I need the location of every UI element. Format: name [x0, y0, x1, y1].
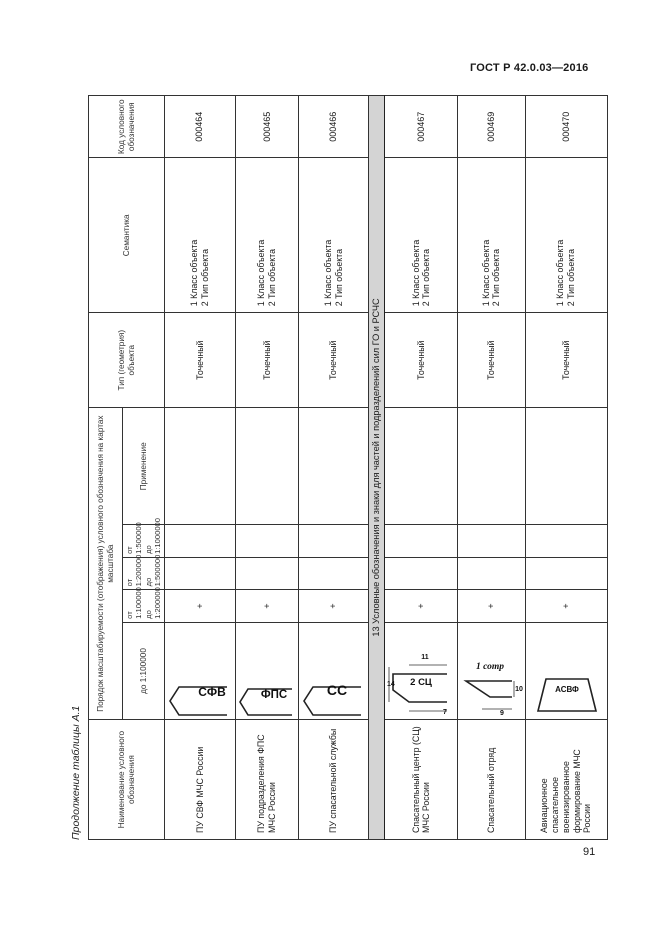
row-code: 000464: [165, 96, 236, 158]
scale-cell-empty: [385, 525, 458, 557]
row-geom: Точечный: [525, 313, 607, 408]
table-row: [525, 96, 607, 840]
scale-mark: +: [299, 590, 369, 622]
row-code: 000466: [299, 96, 369, 158]
note-cell: [299, 408, 369, 525]
semantics-line: 2 Тип объекта: [333, 249, 344, 307]
table-row: [299, 96, 369, 840]
row-symbol: [525, 622, 607, 719]
semantics-line: 2 Тип объекта: [491, 249, 502, 307]
row-name: ПУ СВФ МЧС России: [165, 720, 236, 840]
row-code: 000469: [458, 96, 526, 158]
scale-mark: +: [385, 590, 458, 622]
section-title: 13 Условные обозначения и знаки для частей и подразделений сил ГО и РСЧС: [369, 96, 385, 840]
rescue-service-post-symbol: [299, 641, 365, 719]
row-symbol: [458, 622, 526, 719]
dimension-label: 11: [421, 654, 430, 662]
dimension-label: 7: [443, 709, 448, 717]
header-code: Код условного обозначения: [89, 96, 165, 158]
symbols-table: [88, 95, 608, 840]
row-semantics: [458, 158, 526, 313]
row-name: ПУ спасательной службы: [299, 720, 369, 840]
scale-cell-empty: [458, 557, 526, 589]
semantics-line: 1 Класс объекта: [480, 239, 491, 307]
rotated-table: [88, 95, 592, 840]
note-cell: [165, 408, 236, 525]
row-symbol: [165, 622, 236, 719]
page-number: 91: [583, 846, 596, 858]
standard-header: ГОСТ Р 42.0.03—2016: [470, 62, 589, 74]
note-cell: [458, 408, 526, 525]
scale-cell-empty: [385, 557, 458, 589]
row-geom: Точечный: [458, 313, 526, 408]
row-name: Авиационное спасательное военизированное формирование МЧС России: [525, 720, 607, 840]
scale-cell-empty: [525, 525, 607, 557]
semantics-line: 1 Класс объекта: [256, 239, 267, 307]
semantics-line: 2 Тип объекта: [199, 249, 210, 307]
dimension-label: 14: [387, 681, 396, 689]
table-row: [385, 96, 458, 840]
symbol-label: 1 сотр: [476, 662, 505, 673]
section-row: [369, 96, 385, 840]
row-name: Спасательный центр (СЦ) МЧС России: [385, 720, 458, 840]
semantics-line: 1 Класс объекта: [410, 239, 421, 307]
rescue-squad-symbol: [458, 641, 522, 719]
row-geom: Точечный: [385, 313, 458, 408]
header-scale-group: Порядок масштабируемости (отображения) условного обозначения на картах масштаба: [89, 408, 123, 720]
row-semantics: [525, 158, 607, 313]
symbol-label: АСВФ: [554, 685, 579, 695]
table-caption: Продолжение таблицы А.1: [70, 705, 82, 840]
semantics-line: 1 Класс объекта: [189, 239, 200, 307]
symbol-label: 2 СЦ: [410, 677, 433, 689]
scale-cell-empty: [235, 525, 299, 557]
header-scale-1: до 1:100000: [123, 622, 165, 719]
row-symbol: [299, 622, 369, 719]
note-cell: [235, 408, 299, 525]
row-name: ПУ подразделения ФПС МЧС России: [235, 720, 299, 840]
symbol-label: СФВ: [198, 685, 226, 700]
semantics-line: 1 Класс объекта: [555, 239, 566, 307]
scale-cell-empty: [235, 557, 299, 589]
table-row: [165, 96, 236, 840]
header-geom: Тип (геометрия) объекта: [89, 313, 165, 408]
scale-mark: +: [165, 590, 236, 622]
row-semantics: [235, 158, 299, 313]
row-code: 000470: [525, 96, 607, 158]
row-code: 000465: [235, 96, 299, 158]
semantics-line: 2 Тип объекта: [267, 249, 278, 307]
row-semantics: [299, 158, 369, 313]
rescue-center-symbol: [385, 641, 454, 719]
row-name: Спасательный отряд: [458, 720, 526, 840]
semantics-line: 1 Класс объекта: [323, 239, 334, 307]
table-row: [458, 96, 526, 840]
row-geom: Точечный: [299, 313, 369, 408]
header-note: Применение: [123, 408, 165, 525]
semantics-line: 2 Тип объекта: [421, 249, 432, 307]
note-cell: [385, 408, 458, 525]
header-scale-2: от 1:100000 до 1:200000: [123, 590, 165, 622]
symbol-label: ФПС: [260, 689, 287, 702]
symbol-label: СС: [327, 682, 348, 699]
header-name: Наименование условного обозначения: [89, 720, 165, 840]
scale-mark: +: [525, 590, 607, 622]
row-code: 000467: [385, 96, 458, 158]
table-row: [235, 96, 299, 840]
header-scale-4: от 1:500000 до 1:1000000: [123, 525, 165, 557]
scale-cell-empty: [165, 557, 236, 589]
scale-mark: +: [458, 590, 526, 622]
scale-cell-empty: [165, 525, 236, 557]
row-semantics: [385, 158, 458, 313]
scale-mark: +: [235, 590, 299, 622]
aviation-rescue-unit-symbol: [526, 641, 604, 719]
row-symbol: [235, 622, 299, 719]
dimension-label: 9: [500, 710, 505, 718]
scale-cell-empty: [299, 525, 369, 557]
scale-cell-empty: [525, 557, 607, 589]
dimension-label: 10: [515, 686, 523, 694]
header-scale-3: от 1:200000 до 1:500000: [123, 557, 165, 589]
row-geom: Точечный: [235, 313, 299, 408]
note-cell: [525, 408, 607, 525]
scale-cell-empty: [458, 525, 526, 557]
header-row-1: [89, 96, 123, 840]
row-geom: Точечный: [165, 313, 236, 408]
row-symbol: [385, 622, 458, 719]
header-semantics: Семантика: [89, 158, 165, 313]
semantics-line: 2 Тип объекта: [566, 249, 577, 307]
fps-post-symbol: [236, 641, 296, 719]
row-semantics: [165, 158, 236, 313]
scale-cell-empty: [299, 557, 369, 589]
sfv-post-symbol: [165, 641, 232, 719]
